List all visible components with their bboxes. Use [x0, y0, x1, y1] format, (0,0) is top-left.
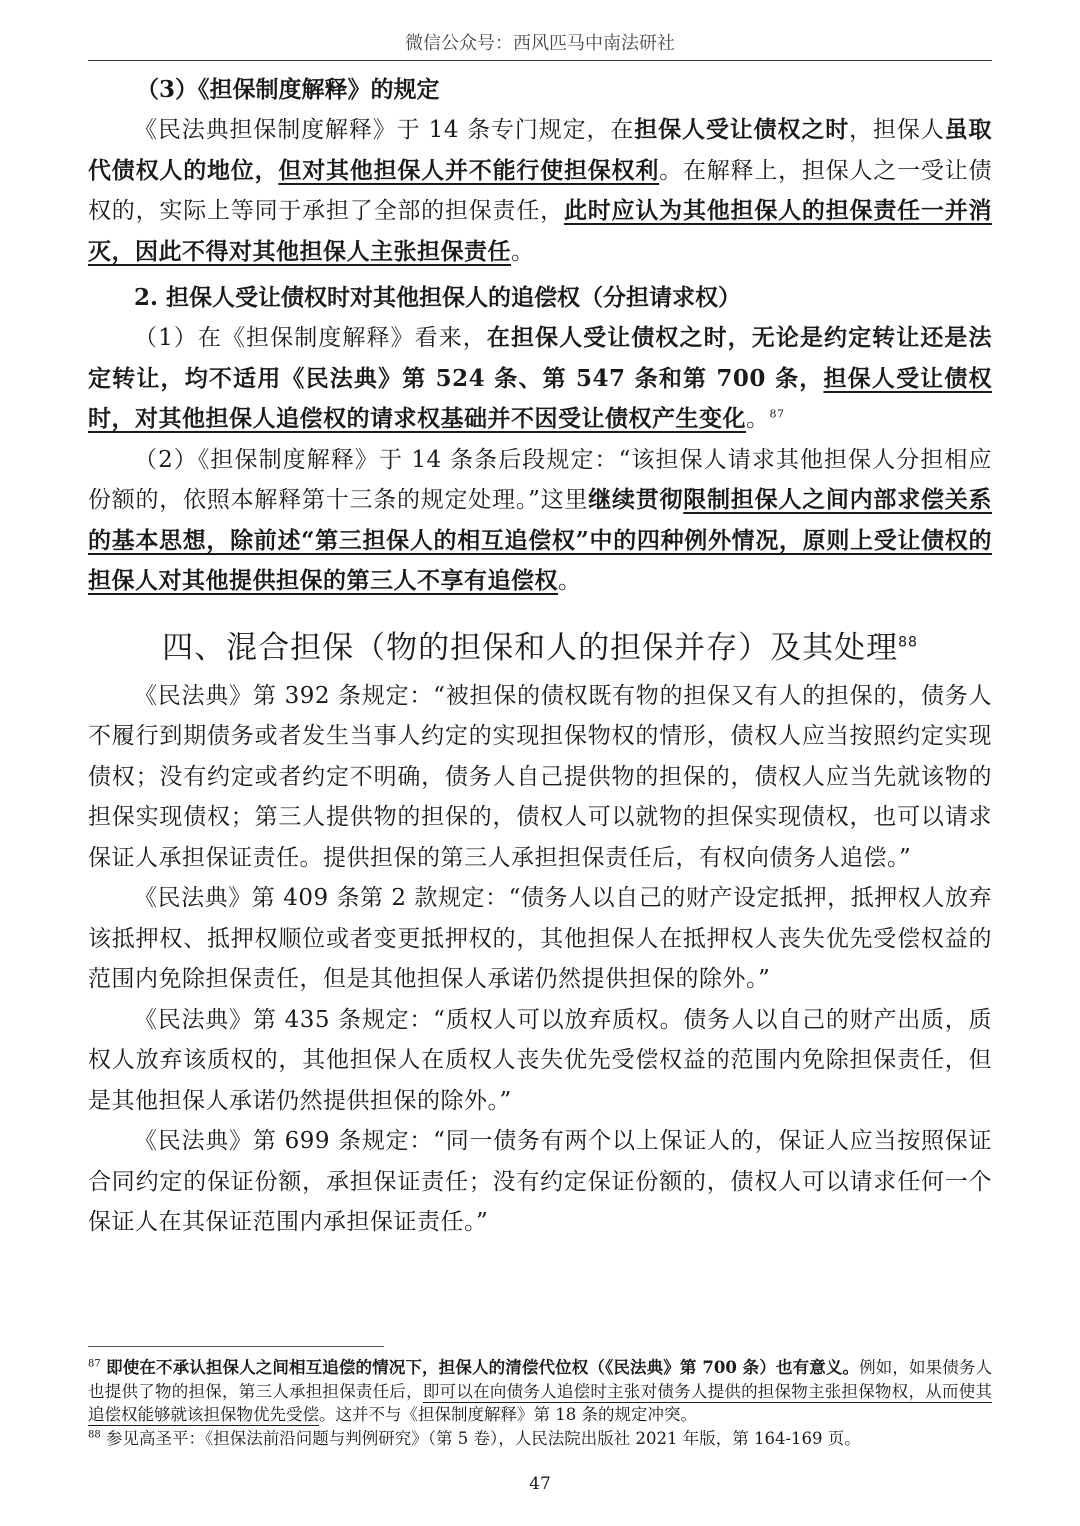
footnote-divider [88, 1346, 384, 1347]
section-2-paragraph-2 [88, 440, 992, 602]
footnote-88 [88, 1427, 992, 1451]
text-run: 。 [511, 238, 535, 265]
section-2-heading: 2. 担保人受让债权时对其他担保人的追偿权（分担请求权） [134, 284, 742, 311]
bold-run: 即使在不承认担保人之间相互追偿的情况下，担保人的清偿代位权（《民法典》第 700 条）也有意义。 [106, 1358, 860, 1377]
page-content [88, 70, 992, 1243]
footnote-number: 88 [88, 1429, 101, 1440]
text-run: 例如，如果债务人也提供了物的担保，第三人承担担保责任后， [88, 1358, 992, 1401]
article-392-paragraph: 《民法典》第 392 条规定：“被担保的债权既有物的担保又有人的担保的，债务人不履行到期债务或者发生当事人约定的实现担保物权的情形，债权人应当按照约定实现债权；没有约定或者约定不明确，债务人自己提供物的担保的，债权人应当先就该物的担保实现债权；第三人提供物的担保的，债权人可以就物的担保实现债权，也可以请求保证人承担保证责任。提供担保的第三人承担担保责任后，有权向债务人追偿。” [88, 682, 992, 871]
text-run: 《民法典担保制度解释》于 14 条专门规定，在 [134, 117, 635, 143]
text-run: 。 [558, 568, 582, 594]
bold-underline-run: 但对其他担保人并不能行使担保权利 [278, 156, 660, 184]
bold-run: 继续贯彻 [588, 486, 684, 513]
text-run: 。这并不与《担保制度解释》第 18 条的规定冲突。 [319, 1405, 697, 1424]
bold-run: 担保人受让债权之时 [634, 116, 850, 143]
bold-underline-run: 此时应认为其他担保人的担保责任一并消灭，因此不得对其他担保人主张担保责任 [88, 197, 993, 265]
text-run: （1）在《担保制度解释》看来， [134, 325, 487, 351]
section-4-title-text: 四、混合担保（物的担保和人的担保并存）及其处理 [162, 629, 899, 666]
bold-run: 在担保人受让债权之时，无论是约定转让还是法定转让，均不适用《民法典》第 524 条、第 547 条和第 700 条， [88, 324, 992, 392]
underline-run: 即可以在向债务人追偿时主张对债务人提供的担保物主张担保物权，从而使其追偿权能够就该担保物优先受偿 [88, 1381, 993, 1424]
section-4-title [88, 624, 992, 672]
header-title: 微信公众号：西风匹马中南法研社 [405, 33, 675, 54]
bold-underline-run: 限制担保人之间内部求偿关系的基本思想，除前述“第三担保人的相互追偿权”中的四种例外情况，原则上受让债权的担保人对其他提供担保的第三人不享有追偿权 [88, 486, 992, 594]
article-409-paragraph: 《民法典》第 409 条第 2 款规定：“债务人以自己的财产设定抵押，抵押权人放弃该抵押权、抵押权顺位或者变更抵押权的，其他担保人在抵押权人丧失优先受偿权益的范围内免除担保责任，但是其他担保人承诺仍然提供担保的除外。” [88, 885, 992, 992]
section-2-paragraph-1 [88, 318, 992, 440]
article-435-paragraph: 《民法典》第 435 条规定：“质权人可以放弃质权。债务人以自己的财产出质，质权人放弃该质权的，其他担保人在质权人丧失优先受偿权益的范围内免除担保责任，但是其他担保人承诺仍然提供担保的除外。” [88, 1006, 992, 1114]
text-run: 参见高圣平：《担保法前沿问题与判例研究》（第 5 卷），人民法院出版社 2021 年版，第 164-169 页。 [105, 1428, 861, 1448]
page-header [88, 28, 992, 61]
page-number: 47 [529, 1474, 551, 1494]
footnote-ref-87[interactable]: 87 [769, 407, 785, 421]
text-run: 。 [746, 406, 770, 432]
bold-underline-run: 担保人受让债权时，对其他担保人追偿权的请求权基础并不因受让债权产生变化 [88, 364, 992, 432]
footnote-number: 87 [88, 1358, 101, 1370]
text-run: 。在解释上，担保人之一受让债权的，实际上等同于承担了全部的担保责任， [88, 157, 993, 224]
subsection-3-paragraph [88, 110, 992, 272]
bold-run: 虽取代债权人的地位， [88, 116, 993, 184]
article-699-paragraph: 《民法典》第 699 条规定：“同一债务有两个以上保证人的，保证人应当按照保证合同约定的保证份额，承担保证责任；没有约定保证份额的，债权人可以请求任何一个保证人在其保证范围内承担保证责任。” [88, 1128, 992, 1235]
text-run: ，担保人 [849, 117, 945, 143]
footnote-ref-88[interactable]: 88 [898, 634, 918, 651]
footnote-87 [88, 1356, 992, 1427]
footnotes [88, 1356, 992, 1450]
subsection-3-heading: （3）《担保制度解释》的规定 [136, 76, 440, 103]
text-run: （2）《担保制度解释》于 14 条条后段规定：“该担保人请求其他担保人分担相应份额的，依照本解释第十三条的规定处理。”这里 [88, 446, 992, 513]
